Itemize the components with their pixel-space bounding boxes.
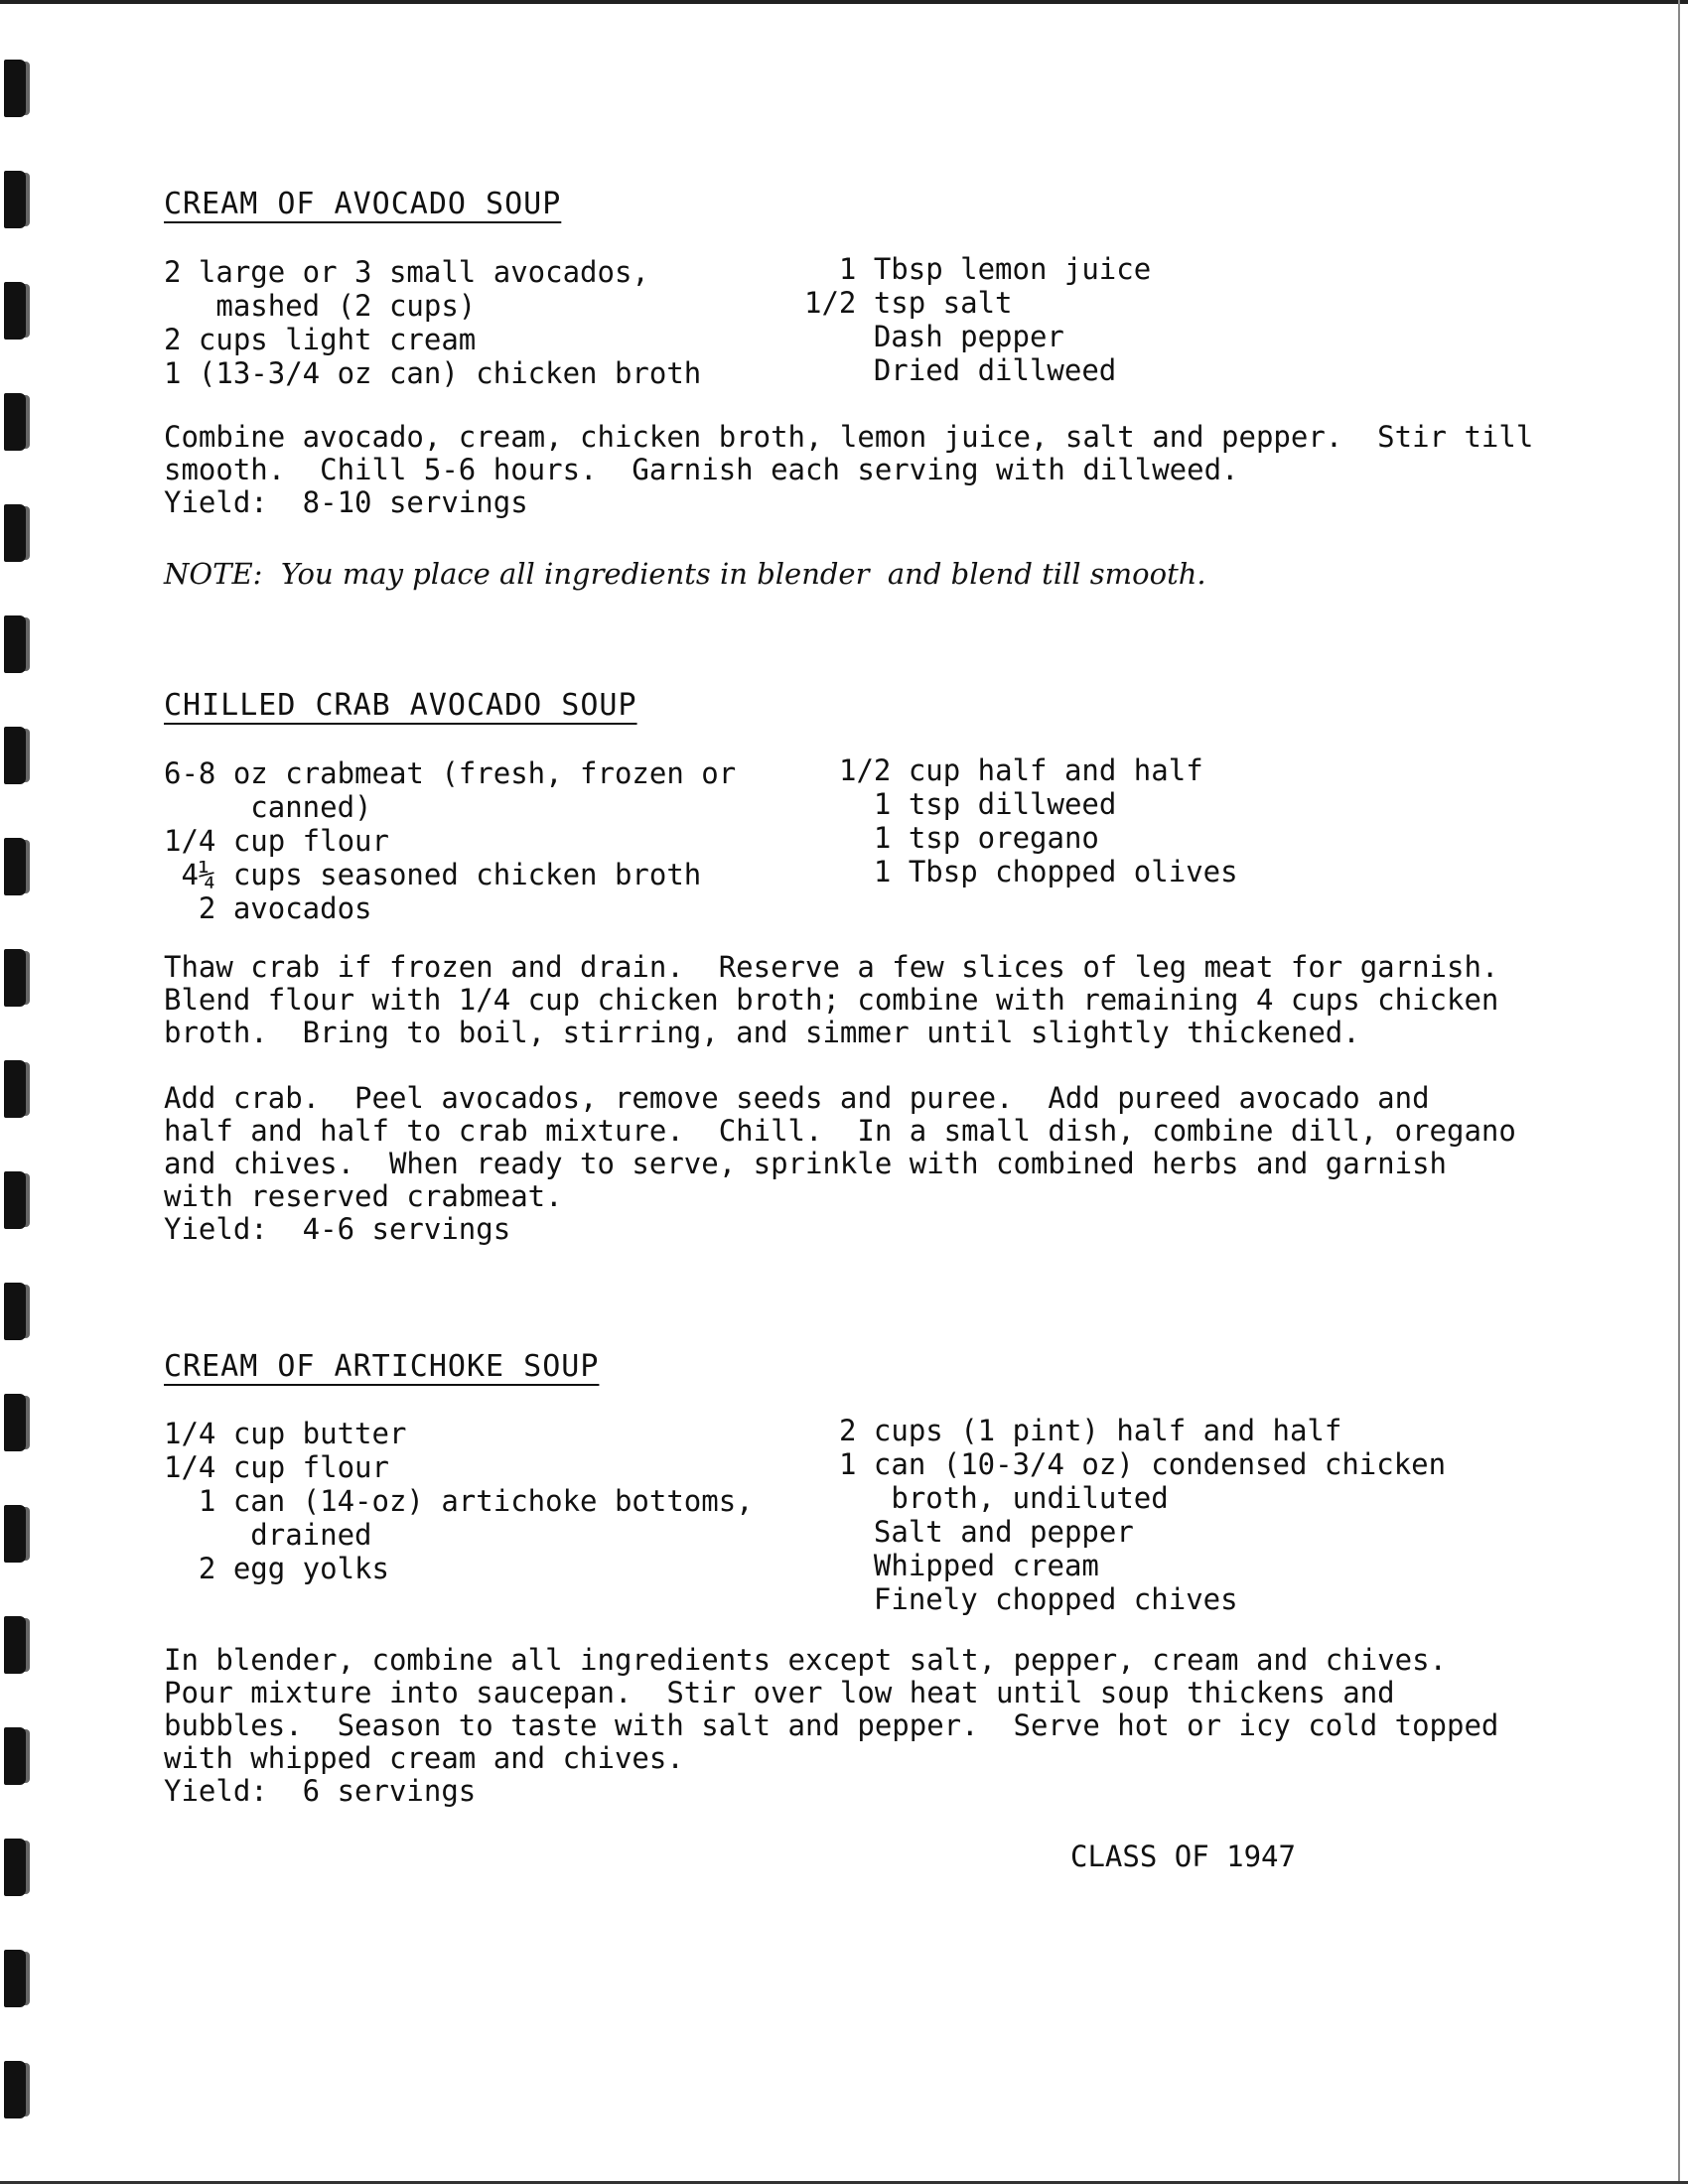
binding-slot — [4, 949, 26, 1007]
binding-slot — [4, 171, 26, 228]
credit-line: CLASS OF 1947 — [1070, 1840, 1296, 1873]
binding-slot — [4, 1839, 26, 1896]
binding-slot — [4, 2061, 26, 2118]
spiral-binding — [0, 60, 40, 2184]
binding-slot — [4, 1727, 26, 1785]
page-right-edge — [1678, 0, 1680, 2184]
binding-slot — [4, 504, 26, 562]
binding-slot — [4, 727, 26, 784]
binding-slot — [4, 1171, 26, 1229]
binding-slot — [4, 1505, 26, 1563]
recipe-note: NOTE: You may place all ingredients in blender and blend till smooth. — [164, 557, 1206, 591]
instructions: Add crab. Peel avocados, remove seeds and puree. Add pureed avocado and half and half to crab mixture. Chill. In a small dish, combine dill, oregano and chives. When ready to serve, sprinkle with combined herbs and garnish with reserved crabmeat. Yield: 4-6 servings — [164, 1081, 1516, 1246]
recipe-title: CREAM OF AVOCADO SOUP — [164, 187, 562, 221]
ingredients-right: 1 Tbsp lemon juice 1/2 tsp salt Dash pepper Dried dillweed — [804, 252, 1152, 387]
binding-slot — [4, 393, 26, 451]
binding-slot — [4, 60, 26, 117]
instructions: Combine avocado, cream, chicken broth, lemon juice, salt and pepper. Stir till smooth. Chill 5-6 hours. Garnish each serving with dillweed. Yield: 8-10 servings — [164, 420, 1534, 519]
binding-slot — [4, 1283, 26, 1340]
recipe-title: CREAM OF ARTICHOKE SOUP — [164, 1349, 600, 1384]
page-top-edge — [0, 0, 1688, 4]
binding-slot — [4, 1060, 26, 1118]
instructions: In blender, combine all ingredients except salt, pepper, cream and chives. Pour mixture into saucepan. Stir over low heat until soup thickens and bubbles. Season to taste with salt and pepper. Serve hot or icy cold topped with whipped cream and chives. Yield: 6 servings — [164, 1643, 1499, 1808]
binding-slot — [4, 838, 26, 895]
instructions: Thaw crab if frozen and drain. Reserve a few slices of leg meat for garnish. Blend flour with 1/4 cup chicken broth; combine with remaining 4 cups chicken broth. Bring to boil, stirring, and simmer until slightly thickened. — [164, 950, 1499, 1049]
binding-slot — [4, 1394, 26, 1451]
ingredients-right: 1/2 cup half and half 1 tsp dillweed 1 tsp oregano 1 Tbsp chopped olives — [839, 753, 1238, 888]
ingredients-right: 2 cups (1 pint) half and half 1 can (10-3/4 oz) condensed chicken broth, undiluted Salt and pepper Whipped cream Finely chopped chives — [839, 1414, 1447, 1616]
recipe-title: CHILLED CRAB AVOCADO SOUP — [164, 688, 637, 723]
binding-slot — [4, 615, 26, 673]
binding-slot — [4, 1616, 26, 1674]
ingredients-left: 1/4 cup butter 1/4 cup flour 1 can (14-oz) artichoke bottoms, drained 2 egg yolks — [164, 1417, 754, 1585]
ingredients-left: 6-8 oz crabmeat (fresh, frozen or canned) 1/4 cup flour 4¼ cups seasoned chicken broth 2 avocados — [164, 756, 737, 925]
binding-slot — [4, 1950, 26, 2007]
ingredients-left: 2 large or 3 small avocados, mashed (2 cups) 2 cups light cream 1 (13-3/4 oz can) chicken broth — [164, 255, 702, 390]
binding-slot — [4, 282, 26, 340]
